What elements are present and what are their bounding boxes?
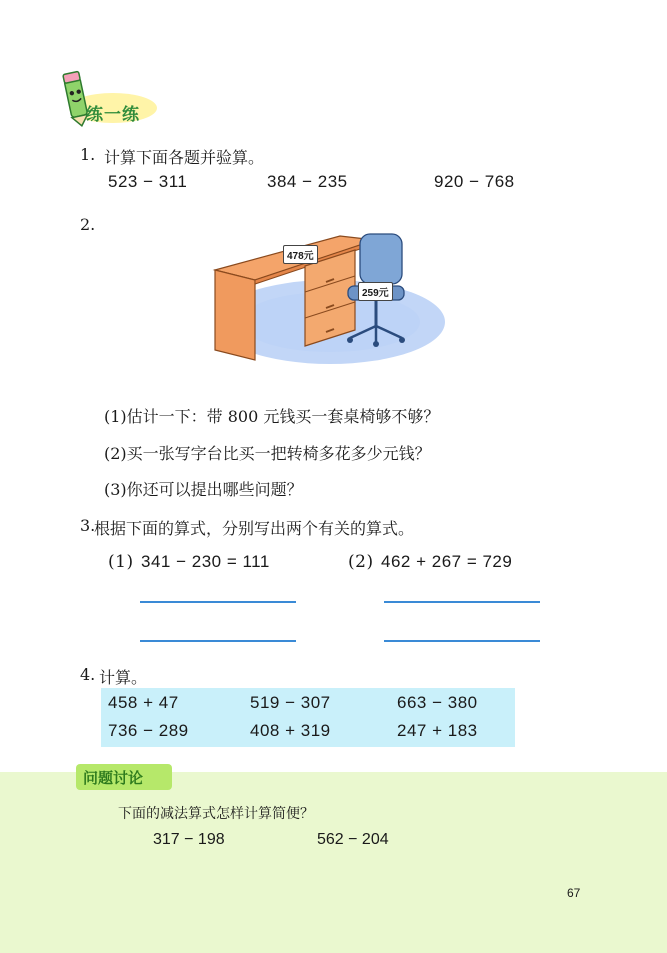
q2-sub-2: (2)买一张写字台比买一把转椅多花多少元钱？ [104,444,431,463]
chair-price-tag: 259元 [358,282,393,301]
q4-text: 计算。 [99,668,148,687]
desk-price-tag: 478元 [283,245,318,264]
q2-sub-3: (3)你还可以提出哪些问题？ [104,480,303,499]
q3-text: 根据下面的算式，分别写出两个有关的算式。 [94,519,415,538]
q4-number: 4. [80,665,96,684]
answer-line[interactable] [140,640,296,642]
q1-text: 计算下面各题并验算。 [104,148,265,167]
calc-expr: 408 + 319 [250,721,331,740]
q1-expr-1: 523 − 311 [108,172,188,191]
q2-sub-1: (1)估计一下：带 800 元钱买一套桌椅够不够？ [104,407,440,426]
answer-line[interactable] [384,601,540,603]
q1-number: 1. [80,145,96,164]
desk-chair-illustration [200,222,450,367]
calc-expr: 663 − 380 [397,693,478,712]
answer-line[interactable] [140,601,296,603]
q3-item-2-label: (2) [348,552,374,572]
discussion-expr: 562 − 204 [317,831,389,848]
q1-expr-3: 920 − 768 [434,172,515,191]
answer-line[interactable] [384,640,540,642]
q3-item-1-label: (1) [108,552,134,572]
discussion-expr: 317 − 198 [153,831,225,848]
q2-number: 2. [80,215,96,234]
section-title: 练一练 [86,105,140,125]
calc-expr: 247 + 183 [397,721,478,740]
discussion-text: 下面的减法算式怎样计算简便？ [118,806,314,822]
calc-expr: 736 − 289 [108,721,189,740]
q3-item-2-expr: 462 + 267 = 729 [381,552,513,571]
q3-item-1-expr: 341 − 230 = 111 [141,552,270,571]
calc-expr: 458 + 47 [108,693,179,712]
discussion-title: 问题讨论 [83,769,144,787]
page-number: 67 [567,886,581,900]
q1-expr-2: 384 − 235 [267,172,348,191]
discussion-panel [0,772,667,953]
calc-expr: 519 − 307 [250,693,331,712]
q3-number: 3. [80,516,96,535]
